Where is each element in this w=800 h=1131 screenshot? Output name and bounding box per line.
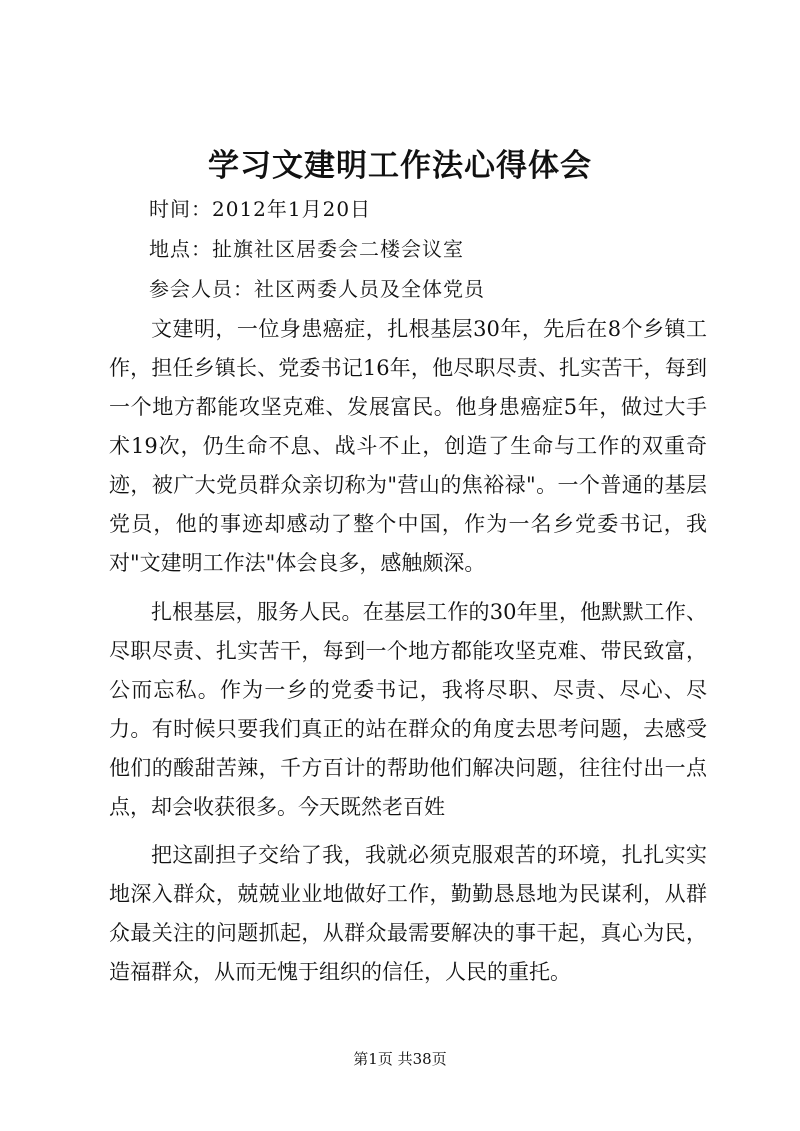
meeting-place: 地点：扯旗社区居委会二楼会议室 <box>149 237 464 261</box>
body-paragraph: 把这副担子交给了我，我就必须克服艰苦的环境，扎扎实实地深入群众，兢兢业业地做好工作，勤勤恳恳地为民谋利，从群众最关注的问题抓起，从群众最需要解决的事干起，真心为民，造福群众，从而无愧于组织的信任，人民的重托。 <box>109 843 707 984</box>
meeting-time: 时间：2012年1月20日 <box>149 197 372 221</box>
body-paragraph: 文建明，一位身患癌症，扎根基层30年，先后在8个乡镇工作，担任乡镇长、党委书记16年，他尽职尽责、扎实苦干，每到一个地方都能攻坚克难、发展富民。他身患癌症5年，做过大手术19次，仍生命不息、战斗不止，创造了生命与工作的双重奇迹，被广大党员群众亲切称为"营山的焦裕禄"。一个普通的基层党员，他的事迹却感动了整个中国，作为一名乡党委书记，我对"文建明工作法"体会良多，感触颇深。 <box>109 317 707 575</box>
body-paragraph: 扎根基层，服务人民。在基层工作的30年里，他默默工作、尽职尽责、扎实苦干，每到一个地方都能攻坚克难、带民致富，公而忘私。作为一乡的党委书记，我将尽职、尽责、尽心、尽力。有时候只要我们真正的站在群众的角度去思考问题，去感受他们的酸甜苦辣，千方百计的帮助他们解决问题，往往付出一点点，却会收获很多。今天既然老百姓 <box>109 600 707 819</box>
document-title: 学习文建明工作法心得体会 <box>208 148 592 184</box>
page-number-footer: 第1页 共38页 <box>353 1050 447 1068</box>
meeting-participants: 参会人员：社区两委人员及全体党员 <box>149 277 485 301</box>
